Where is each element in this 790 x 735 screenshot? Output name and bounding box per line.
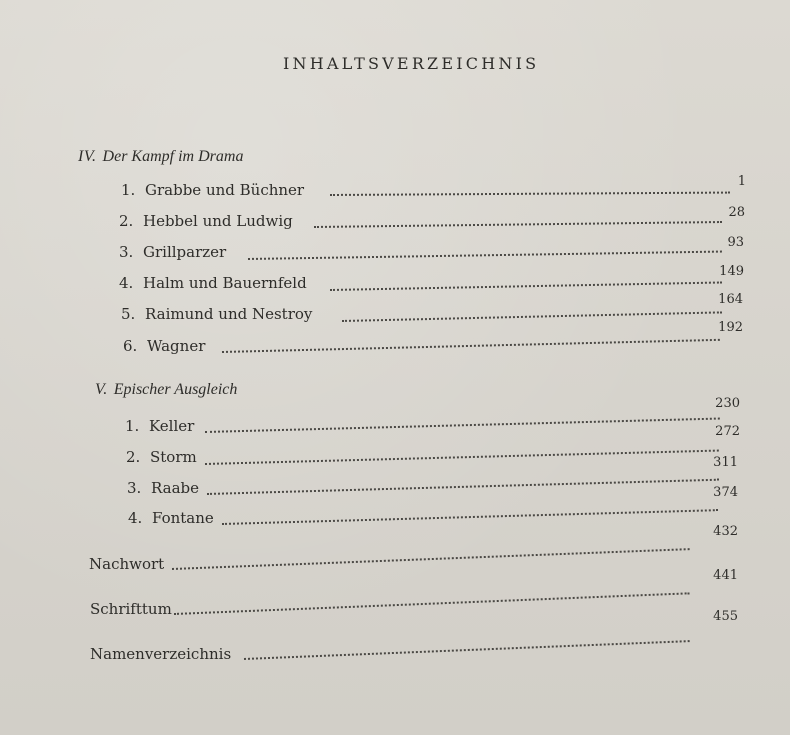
dot-leader	[248, 251, 722, 260]
page-number: 272	[715, 424, 740, 439]
dot-leader	[172, 548, 690, 570]
page-number: 230	[715, 396, 740, 411]
dot-leader	[244, 640, 690, 660]
entry-title: Raabe	[151, 479, 200, 497]
section-title: Epischer Ausgleich	[113, 381, 238, 398]
dot-leader	[330, 192, 730, 196]
entry-title: Storm	[150, 448, 197, 466]
section-v-heading	[95, 381, 237, 399]
entry-number: 1.	[121, 181, 136, 199]
page-number: 1	[737, 174, 746, 189]
dot-leader	[342, 311, 722, 322]
section-iv-heading	[78, 148, 243, 166]
toc-entry-namenverzeichnis	[90, 645, 231, 663]
entry-title: Nachwort	[89, 555, 165, 573]
dot-leader	[222, 509, 718, 525]
entry-number: 2.	[126, 448, 141, 466]
page-number: 374	[713, 485, 738, 500]
dot-leader	[222, 339, 720, 353]
toc-entry	[125, 417, 194, 435]
toc-entry	[127, 479, 199, 497]
page-title: INHALTSVERZEICHNIS	[283, 54, 540, 73]
toc-entry	[119, 212, 293, 230]
page-number: 432	[713, 524, 738, 539]
page-number: 311	[713, 455, 738, 470]
entry-title: Wagner	[147, 337, 206, 355]
entry-title: Raimund und Nestroy	[145, 305, 313, 323]
toc-entry	[123, 337, 205, 355]
entry-number: 3.	[127, 479, 142, 497]
toc-entry-nachwort	[89, 555, 164, 573]
section-title: Der Kampf im Drama	[102, 148, 244, 165]
dot-leader	[205, 418, 720, 433]
entry-number: 5.	[121, 305, 136, 323]
entry-number: 3.	[119, 243, 134, 261]
entry-title: Hebbel und Ludwig	[143, 212, 293, 230]
dot-leader	[314, 221, 722, 228]
entry-number: 4.	[128, 509, 143, 527]
dot-leader	[174, 592, 690, 615]
page-number: 149	[719, 264, 744, 279]
page-number: 93	[727, 235, 744, 250]
page-number: 28	[728, 205, 745, 220]
entry-title: Grillparzer	[143, 243, 227, 261]
dot-leader	[207, 479, 719, 495]
toc-entry-schrifttum	[90, 600, 172, 618]
entry-title: Namenverzeichnis	[90, 645, 232, 663]
entry-number: 4.	[119, 274, 134, 292]
entry-title: Keller	[149, 417, 195, 435]
dot-leader	[330, 281, 722, 291]
entry-title: Fontane	[152, 509, 214, 527]
page-number: 455	[713, 609, 738, 624]
toc-entry	[128, 509, 214, 527]
entry-number: 2.	[119, 212, 134, 230]
toc-entry	[121, 181, 304, 199]
toc-entry	[119, 243, 226, 261]
page-number: 164	[718, 292, 743, 307]
page-number: 441	[713, 568, 738, 583]
dot-leader	[205, 450, 719, 465]
entry-title: Schrifttum	[90, 600, 172, 618]
entry-number: 6.	[123, 337, 138, 355]
section-number: IV.	[78, 148, 97, 165]
entry-number: 1.	[125, 417, 140, 435]
page-number: 192	[718, 320, 743, 335]
section-number: V.	[95, 381, 108, 398]
show-through-text	[180, 55, 220, 95]
toc-entry	[119, 274, 307, 292]
toc-entry	[121, 305, 312, 323]
entry-title: Grabbe und Büchner	[145, 181, 305, 199]
toc-entry	[126, 448, 197, 466]
entry-title: Halm und Bauernfeld	[143, 274, 307, 292]
